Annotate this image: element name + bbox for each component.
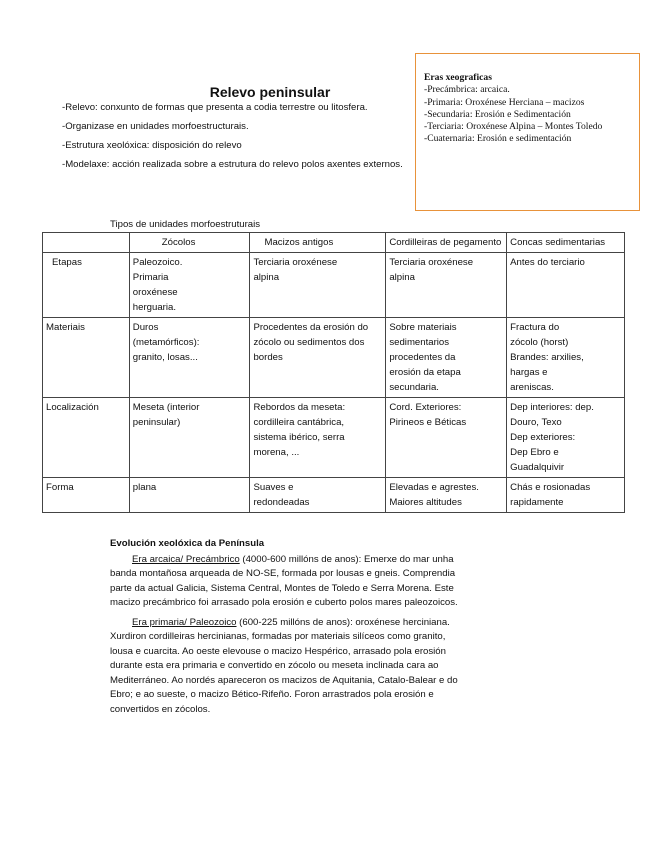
table-cell-line: rapidamente [510,497,564,508]
table-row-label: Materiais [43,318,130,398]
table-cell-line: Duros [132,322,159,333]
table-cell-line: Paleozoico. [132,257,183,268]
paragraph-line [110,616,505,631]
table-cell-line: alpina [389,272,415,283]
table-cell-line: Primaria [132,272,169,283]
table-cell-line: bordes [253,352,283,363]
table-cell-line: sedimentarios [389,337,450,348]
table-caption: Tipos de unidades morfoestruturais [110,219,261,230]
definition-organizacion: -Organizase en unidades morfoestructurais. [62,121,249,132]
table-cell-line: (metamórficos): [132,337,200,348]
definition-relevo: -Relevo: conxunto de formas que presenta a codia terrestre ou litosfera. [62,102,368,113]
table-cell [386,253,507,318]
era-line: -Secundaria: Erosión e Sedimentación [424,108,571,120]
table-row [43,318,625,398]
paragraph-line: Ebro; e ao sueste, o macizo Bético-Rifeño. Foron arrastrados pola erosión e [110,689,434,700]
paragraph-text: (4000-600 millóns de anos): Emerxe do mar unha [239,553,454,565]
table-cell-line: Dep interiores: dep. [510,402,594,413]
table-cell-line: areniscas. [510,382,554,393]
table-row-label: Etapas [43,253,130,318]
table-cell-line: cordilleira cantábrica, [253,417,345,428]
table-cell-line: Maiores altitudes [389,497,462,508]
paragraph-text: (600-225 millóns de anos): oroxénese herciniana. [236,616,450,628]
table-cell-line: Pirineos e Béticas [389,417,467,428]
table-cell-line: Douro, Texo [510,417,562,428]
table-row [43,398,625,478]
era-line: -Cuaternaria: Erosión e sedimentación [424,133,572,145]
table-cell [129,478,250,513]
table-cell [250,318,386,398]
table-cell [507,253,625,318]
paragraph-primaria [110,616,505,718]
table-cell-line: Dep Ebro e [510,447,559,458]
era-line: -Primaria: Oroxénese Herciana – macizos [424,96,585,108]
definition-estrutura: -Estrutura xeolóxica: disposición do relevo [62,140,242,151]
page-title: Relevo peninsular [209,84,331,100]
table-cell [129,318,250,398]
era-line: -Precámbrica: arcaica. [424,84,510,96]
table-cell-line: Elevadas e agrestes. [389,482,479,493]
table-cell-line: Antes do terciario [510,257,585,268]
table-header-cell: Zócolos [129,233,250,253]
table-cell [507,478,625,513]
table-cell-line: sistema ibérico, serra [253,432,345,443]
table-cell-line: plana [132,482,157,493]
evolution-heading: Evolución xeolóxica da Península [110,538,265,549]
table-cell-line: zócolo ou sedimentos dos [253,337,365,348]
table-cell-line: Terciaria oroxénese [253,257,338,268]
table-cell [129,398,250,478]
table-cell [250,478,386,513]
table-cell-line: oroxénese [132,287,178,298]
table-cell [250,253,386,318]
table-cell-line: Brandes: arxilies, [510,352,584,363]
paragraph-line: Xurdiron cordilleiras hercinianas, formadas por materiais silíceos como granito, [110,631,446,642]
table-header-cell: Concas sedimentarias [507,233,625,253]
era-line: -Terciaria: Oroxénese Alpina – Montes Toledo [424,121,603,133]
table-cell-line: zócolo (horst) [510,337,569,348]
table-cell [386,318,507,398]
paragraph-line: parte da actual Galicia, Sistema Central, Montes de Toledo e Serra Morena. Este [110,582,454,594]
table-header-row [43,233,625,253]
table-cell-line: Guadalquivir [510,462,565,473]
paragraph-line: durante esta era primaria e convertido en zócolo ou meseta inclinada cara ao [110,660,439,671]
table-cell-line: Procedentes da erosión do [253,322,369,333]
table-cell [507,398,625,478]
table-header-cell [43,233,130,253]
table-cell-line: Sobre materiais [389,322,457,333]
paragraph-line [110,553,505,568]
table-cell-line: Rebordos da meseta: [253,402,346,413]
table-cell-line: Dep exteriores: [510,432,576,443]
table-cell-line: Chás e rosionadas [510,482,591,493]
table-cell-line: Fractura do [510,322,560,333]
table-cell-line: secundaria. [389,382,439,393]
table-cell-line: Terciaria oroxénese [389,257,474,268]
paragraph-line: Mediterráneo. Ao nordés apareceron os macizos de Aquitania, Catalo-Balear e do [110,674,458,686]
paragraph-line: lousa e cuarcita. Ao oeste elevouse o macizo Hespérico, arrasado pola erosión [110,645,446,657]
table-cell-line: Cord. Exteriores: [389,402,462,413]
table-cell-line: alpina [253,272,280,283]
table-cell-line: Suaves e [253,482,294,493]
definition-modelaxe: -Modelaxe: acción realizada sobre a estrutura do relevo polos axentes externos. [62,159,403,170]
table-cell [386,478,507,513]
table-cell [386,398,507,478]
table-cell-line: procedentes da [389,352,456,363]
table-cell-line: morena, ... [253,447,300,458]
table-cell-line: erosión da etapa [389,367,461,378]
table-row [43,253,625,318]
table-cell-line: hargas e [510,367,548,378]
era-arcaica-link[interactable]: Era arcaica/ Precámbrico [132,553,240,565]
era-primaria-link[interactable]: Era primaria/ Paleozoico [132,616,237,628]
table-cell-line: herguaria. [132,302,176,313]
paragraph-line: banda montañosa arqueada de NO-SE, formada por lousas e gneis. Comprendia [110,568,456,579]
paragraph-line: convertidos en zócolos. [110,703,211,715]
paragraph-line: macizo precámbrico foi arrasado pola erosión e cuberto polos mares paleozoicos. [110,597,458,608]
table-header-cell: Cordilleiras de pegamento [386,233,507,253]
table-cell-line: redondeadas [253,497,310,508]
table-header-cell: Macizos antigos [250,233,386,253]
table-row-label: Forma [43,478,130,513]
eras-heading: Eras xeograficas [424,72,492,83]
eras-box [415,53,640,211]
table-cell-line: granito, losas... [132,352,198,363]
units-table [42,232,625,513]
table-row [43,478,625,513]
table-cell [250,398,386,478]
table-row-label: Localización [43,398,130,478]
table-cell-line: Meseta (interior [132,402,200,413]
paragraph-arcaica [110,553,505,611]
definitions-list [62,101,407,177]
evolution-section [110,537,505,722]
table-cell [129,253,250,318]
table-cell-line: peninsular) [132,417,181,428]
table-cell [507,318,625,398]
